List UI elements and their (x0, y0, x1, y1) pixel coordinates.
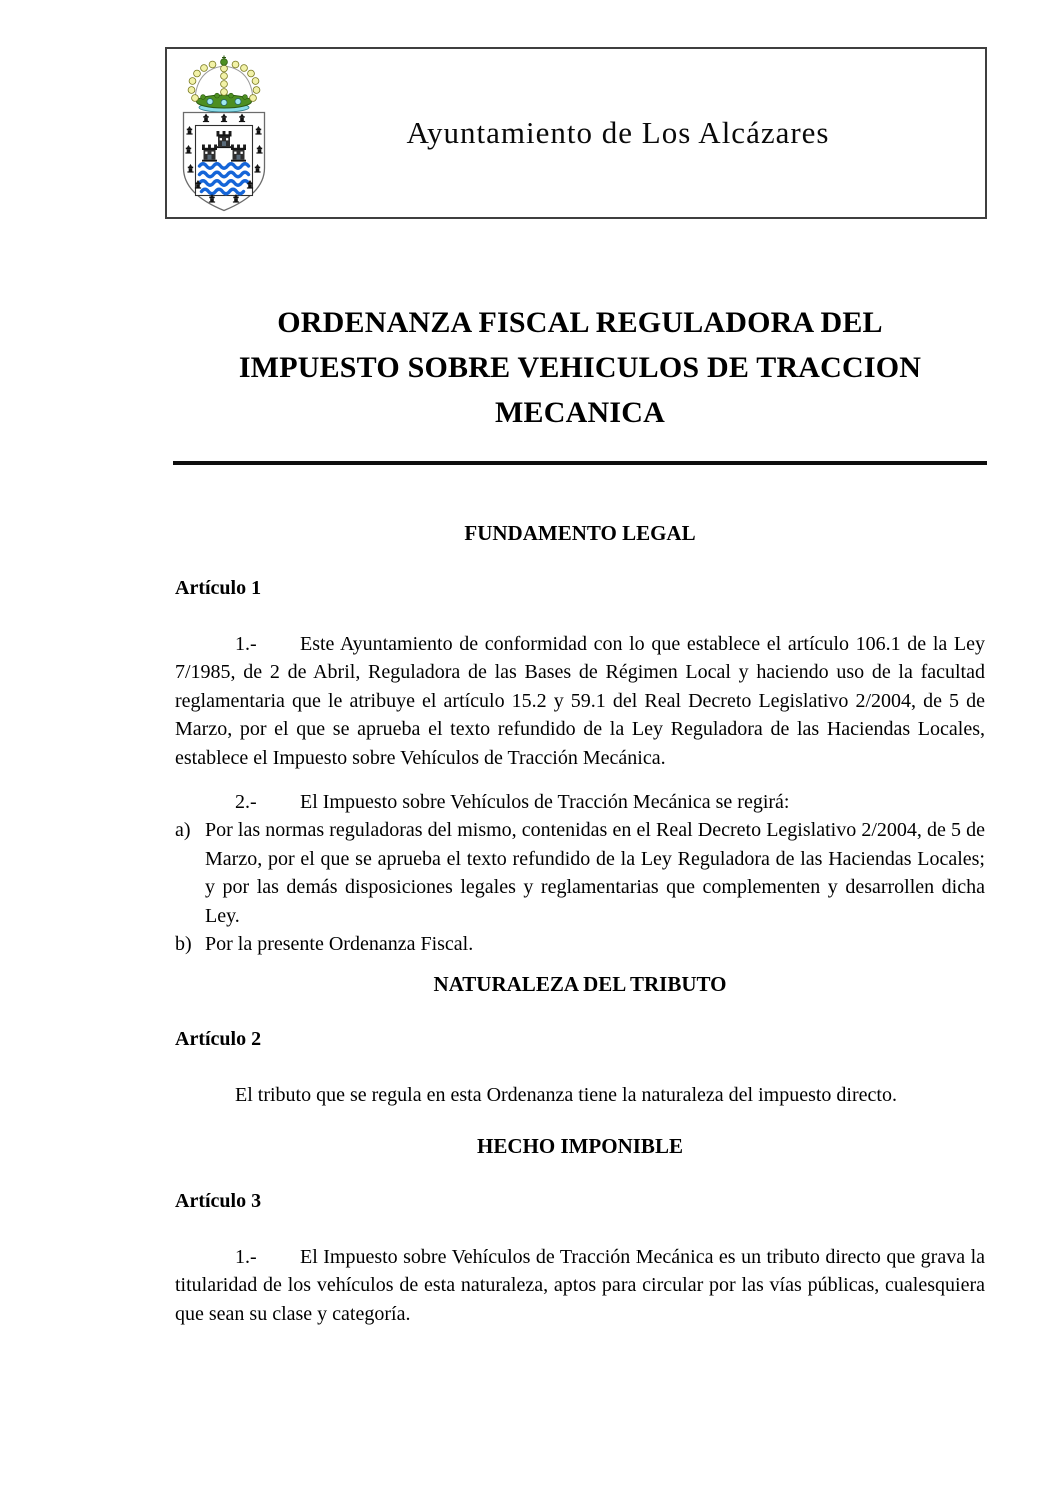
list-item-text: Por la presente Ordenanza Fiscal. (205, 933, 474, 956)
lettered-list (175, 816, 985, 958)
section-heading-naturaleza-del-tributo: NATURALEZA DEL TRIBUTO (433, 972, 727, 997)
document-content (175, 0, 985, 1328)
paragraph-art1-2 (175, 788, 985, 816)
list-item-b (175, 930, 985, 958)
document-title (175, 300, 985, 435)
list-marker: b) (175, 933, 192, 956)
paragraph-text: El tributo que se regula en esta Ordenanza tiene la naturaleza del impuesto directo. (235, 1084, 897, 1107)
paragraph-number: 1.- (235, 1245, 257, 1268)
article-label-2: Artículo 2 (175, 1028, 262, 1051)
title-divider (173, 461, 987, 465)
document-title-line: ORDENANZA FISCAL REGULADORA DEL (277, 306, 883, 339)
paragraph-art1-1 (175, 630, 985, 772)
paragraph-text: Este Ayuntamiento de conformidad con lo que establece el artículo 106.1 de la Ley 7/1985, de 2 de Abril, Reguladora de las Bases de Régimen Local y haciendo uso de la facultad reglamentaria que le atribuye el artículo 15.2 y 59.1 del Real Decreto Legislativo 2/2004, de 5 de Marzo, por el que se aprueba el texto refundido de la Ley Reguladora de las Haciendas Locales, establece el Impuesto sobre Vehículos de Tracción Mecánica. (175, 633, 985, 769)
section-heading-hecho-imponible: HECHO IMPONIBLE (477, 1133, 683, 1158)
org-name: Ayuntamiento de Los Alcázares (406, 115, 830, 150)
document-title-line: MECANICA (495, 396, 665, 429)
paragraph-art2-1 (175, 1081, 985, 1109)
article-label-3: Artículo 3 (175, 1189, 262, 1212)
article-label-1: Artículo 1 (175, 577, 262, 599)
paragraph-art3-1 (175, 1243, 985, 1328)
paragraph-number: 1.- (235, 633, 257, 655)
list-item-a (175, 816, 985, 930)
paragraph-text: El Impuesto sobre Vehículos de Tracción Mecánica se regirá: (300, 791, 790, 814)
document-title-line: IMPUESTO SOBRE VEHICULOS DE TRACCION (238, 351, 922, 384)
list-marker: a) (175, 819, 191, 842)
paragraph-text: El Impuesto sobre Vehículos de Tracción Mecánica es un tributo directo que grava la titularidad de los vehículos de esta naturaleza, aptos para circular por las vías públicas, cualesquiera que sean su clase y categoría. (175, 1245, 985, 1325)
paragraph-number: 2.- (235, 791, 257, 814)
section-heading-fundamento-legal: FUNDAMENTO LEGAL (464, 521, 696, 545)
list-item-text: Por las normas reguladoras del mismo, contenidas en el Real Decreto Legislativo 2/2004, de 5 de Marzo, por el que se aprueba el texto refundido de la Ley Reguladora de las Haciendas Locales; y por las demás disposiciones legales y reglamentarias que complementen y desarrollen dicha Ley. (205, 819, 985, 927)
